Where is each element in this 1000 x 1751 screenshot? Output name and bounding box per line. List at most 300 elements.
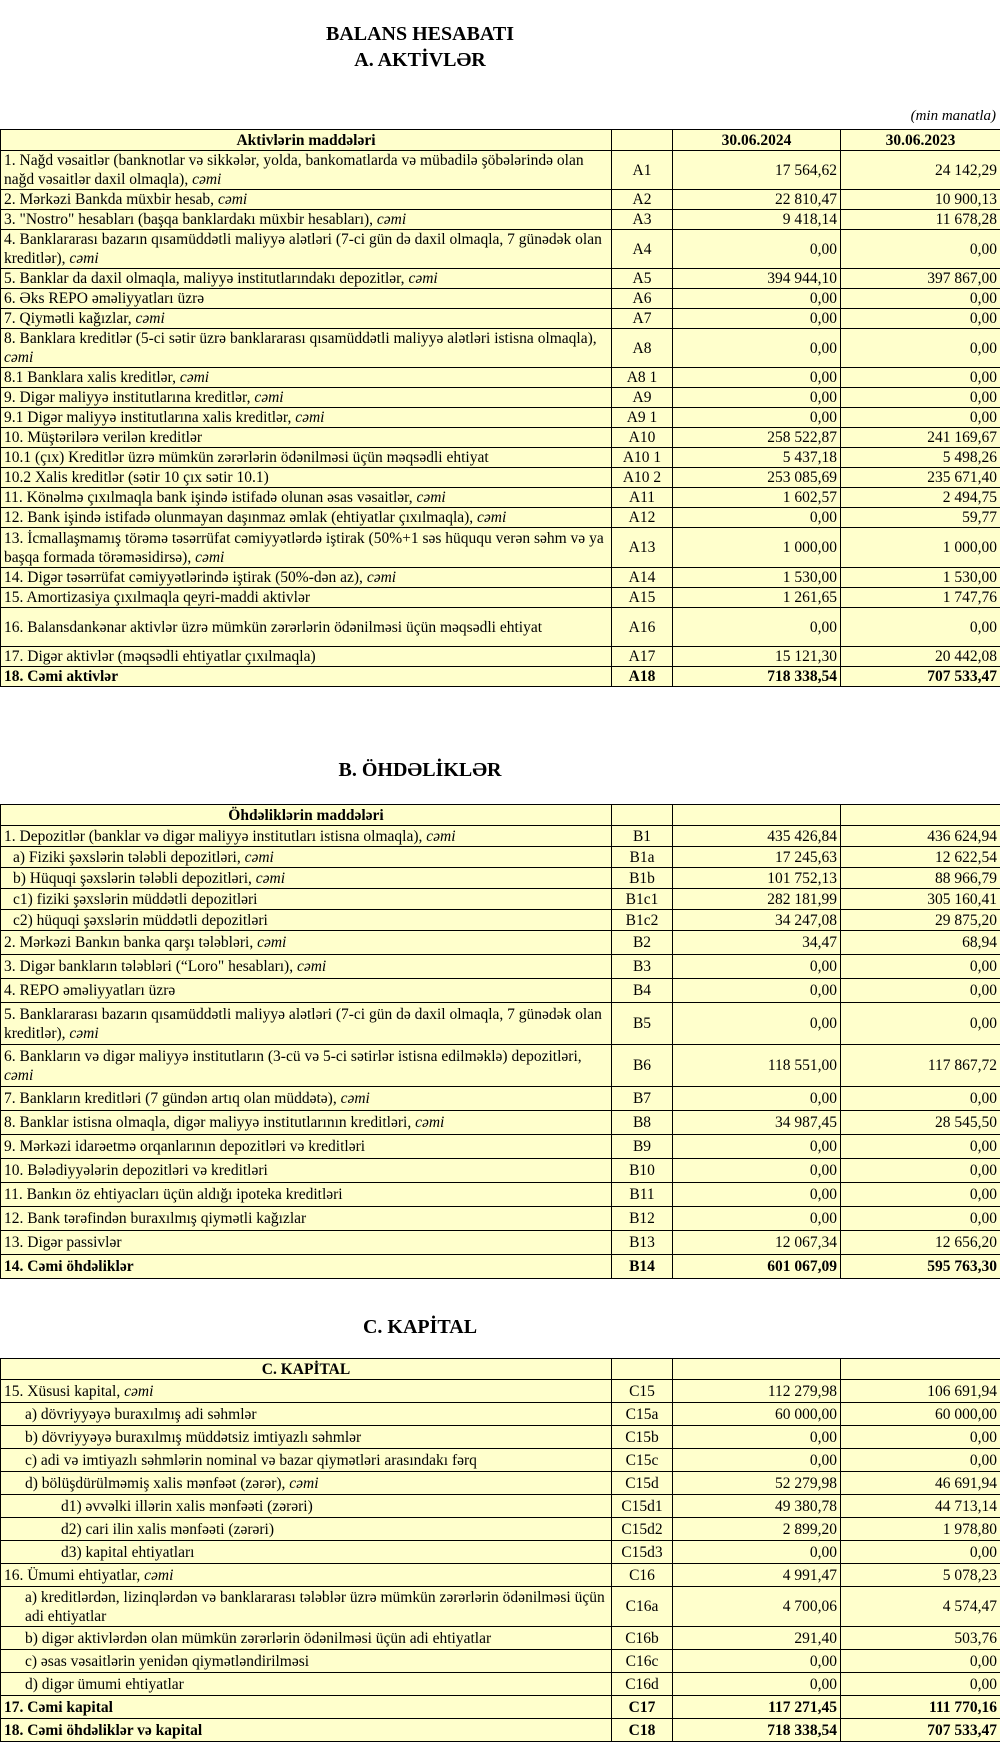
- row-code: A5: [612, 269, 673, 289]
- row-label: b) Hüquqi şəxslərin tələbli depozitləri,: [13, 869, 252, 887]
- row-label-cell: [1, 289, 612, 309]
- table-row: [1, 608, 1000, 647]
- row-label: d) digər ümumi ehtiyatlar: [25, 1675, 184, 1693]
- value-2023: 117 867,72: [841, 1045, 1000, 1087]
- row-code: C16b: [612, 1627, 673, 1650]
- row-label-cell: [1, 826, 612, 847]
- row-label: 7. Qiymətli kağızlar,: [4, 310, 132, 327]
- value-2023: 12 656,20: [841, 1231, 1000, 1255]
- column-header-item: Öhdəliklərin maddələri: [1, 805, 612, 826]
- value-2024: 112 279,98: [673, 1380, 841, 1403]
- row-label: c2) hüquqi şəxslərin müddətli depozitləri: [13, 911, 268, 929]
- column-header-item: Aktivlərin maddələri: [1, 130, 612, 151]
- row-code: B1a: [612, 847, 673, 868]
- row-code: C17: [612, 1696, 673, 1719]
- table-row: [1, 1426, 1000, 1449]
- value-2023: 0,00: [841, 1673, 1000, 1696]
- value-2023: 707 533,47: [841, 667, 1000, 687]
- table-row: [1, 1135, 1000, 1159]
- row-label-cell: [1, 1627, 612, 1650]
- row-label-cell: [1, 468, 612, 488]
- table-row: [1, 931, 1000, 955]
- value-2024: 52 279,98: [673, 1472, 841, 1495]
- row-code: B12: [612, 1207, 673, 1231]
- value-2023: 10 900,13: [841, 190, 1000, 210]
- value-2024: 118 551,00: [673, 1045, 841, 1087]
- value-2024: 0,00: [673, 1003, 841, 1045]
- table-row: [1, 910, 1000, 931]
- value-2024: 1 000,00: [673, 528, 841, 568]
- row-label: 4. Banklararası bazarın qısamüddətli maliyyə alətləri (7-ci gün də daxil olmaqla, 7 günədək olan kreditlər),: [4, 231, 602, 267]
- value-2023: 24 142,29: [841, 151, 1000, 190]
- row-label-cell: [1, 647, 612, 667]
- value-2023: 0,00: [841, 1183, 1000, 1207]
- table-row: [1, 408, 1000, 428]
- row-label-cell: [1, 269, 612, 289]
- row-label-cell: [1, 1673, 612, 1696]
- value-2024: 258 522,87: [673, 428, 841, 448]
- value-2023: 397 867,00: [841, 269, 1000, 289]
- row-code: A9: [612, 388, 673, 408]
- row-code: C15a: [612, 1403, 673, 1426]
- row-label-cell: [1, 1087, 612, 1111]
- row-code: B14: [612, 1255, 673, 1279]
- value-2024: 0,00: [673, 388, 841, 408]
- value-2023: 0,00: [841, 230, 1000, 269]
- value-2023: 235 671,40: [841, 468, 1000, 488]
- value-2023: 5 078,23: [841, 1564, 1000, 1587]
- row-label-cell: [1, 1183, 612, 1207]
- row-label: 5. Banklar da daxil olmaqla, maliyyə institutlarındakı depozitlər,: [4, 270, 405, 287]
- value-2024: 12 067,34: [673, 1231, 841, 1255]
- row-code: B1c2: [612, 910, 673, 931]
- row-label: a) dövriyyəyə buraxılmış adi səhmlər: [25, 1405, 257, 1423]
- value-2023: 4 574,47: [841, 1587, 1000, 1627]
- column-header-code: [612, 130, 673, 151]
- row-label-suffix: cəmi: [295, 409, 325, 426]
- row-label: 18. Cəmi öhdəliklər və kapital: [4, 1721, 203, 1739]
- row-code: A8: [612, 329, 673, 368]
- value-2023: 29 875,20: [841, 910, 1000, 931]
- row-label: 9. Digər maliyyə institutlarına kreditlər,: [4, 389, 251, 406]
- value-2024: 0,00: [673, 1449, 841, 1472]
- row-label: b) dövriyyəyə buraxılmış müddətsiz imtiyazlı səhmlər: [25, 1428, 362, 1446]
- column-header-date-2024: 30.06.2024: [673, 130, 841, 151]
- row-label-suffix: cəmi: [415, 1114, 445, 1131]
- row-label-cell: [1, 1255, 612, 1279]
- value-2024: 718 338,54: [673, 667, 841, 687]
- value-2023: 0,00: [841, 388, 1000, 408]
- row-label: 3. Digər bankların tələbləri (“Loro" hesabları),: [4, 958, 294, 975]
- row-code: B5: [612, 1003, 673, 1045]
- row-label-suffix: cəmi: [416, 489, 446, 506]
- value-2024: 5 437,18: [673, 448, 841, 468]
- row-label-cell: [1, 588, 612, 608]
- value-2023: 0,00: [841, 1159, 1000, 1183]
- column-header-date-2023: 30.06.2023: [841, 130, 1000, 151]
- value-2023: 1 978,80: [841, 1518, 1000, 1541]
- row-label-suffix: cəmi: [4, 349, 34, 366]
- row-label: 1. Depozitlər (banklar və digər maliyyə institutları istisna olmaqla),: [4, 827, 423, 845]
- row-label: 5. Banklararası bazarın qısamüddətli maliyyə alətləri (7-ci gün də daxil olmaqla, 7 günədək olan kreditlər),: [4, 1005, 602, 1042]
- table-row: [1, 1564, 1000, 1587]
- row-label: 17. Cəmi kapital: [4, 1698, 113, 1716]
- value-2024: 1 530,00: [673, 568, 841, 588]
- total-row: [1, 1719, 1000, 1742]
- row-label: 4. REPO əməliyyatları üzrə: [4, 982, 176, 999]
- row-code: A17: [612, 647, 673, 667]
- row-label-suffix: cəmi: [340, 1090, 370, 1107]
- row-label-cell: [1, 868, 612, 889]
- row-code: B8: [612, 1111, 673, 1135]
- row-label: 11. Bankın öz ehtiyacları üçün aldığı ipoteka kreditləri: [4, 1186, 343, 1203]
- table-row: [1, 210, 1000, 230]
- row-code: C15b: [612, 1426, 673, 1449]
- row-label-cell: [1, 979, 612, 1003]
- row-code: C15: [612, 1380, 673, 1403]
- value-2023: 11 678,28: [841, 210, 1000, 230]
- row-label: 8. Banklara kreditlər (5-ci sətir üzrə banklararası qısamüddətli maliyyə alətləri istisna olmaqla),: [4, 330, 597, 347]
- value-2024: 0,00: [673, 955, 841, 979]
- column-header-code: [612, 1359, 673, 1380]
- row-label-cell: [1, 847, 612, 868]
- row-label-cell: [1, 151, 612, 190]
- row-label-cell: [1, 508, 612, 528]
- value-2024: 0,00: [673, 979, 841, 1003]
- value-2024: 0,00: [673, 1207, 841, 1231]
- value-2023: 0,00: [841, 408, 1000, 428]
- row-label-cell: [1, 488, 612, 508]
- row-label: 15. Xüsusi kapital,: [4, 1382, 121, 1400]
- row-code: A18: [612, 667, 673, 687]
- table-row: [1, 329, 1000, 368]
- row-label: 9.1 Digər maliyyə institutlarına xalis kreditlər,: [4, 409, 292, 426]
- value-2023: 0,00: [841, 1449, 1000, 1472]
- liabilities-table: [0, 804, 1000, 1279]
- row-label: 11. Könəlmə çıxılmaqla bank işində istifadə olunan əsas vəsaitlər,: [4, 489, 413, 506]
- value-2023: 241 169,67: [841, 428, 1000, 448]
- column-header-date-2024: [673, 1359, 841, 1380]
- row-label-suffix: cəmi: [376, 211, 407, 228]
- row-code: A10 1: [612, 448, 673, 468]
- value-2024: 34,47: [673, 931, 841, 955]
- row-code: A1: [612, 151, 673, 190]
- row-label: 7. Bankların kreditləri (7 gündən artıq olan müddətə),: [4, 1090, 337, 1107]
- table-row: [1, 388, 1000, 408]
- row-label: 16. Balansdankənar aktivlər üzrə mümkün zərərlərin ödənilməsi üçün məqsədli ehtiyat: [4, 618, 543, 636]
- value-2024: 282 181,99: [673, 889, 841, 910]
- row-label-cell: [1, 1696, 612, 1719]
- value-2023: 60 000,00: [841, 1403, 1000, 1426]
- row-code: A2: [612, 190, 673, 210]
- row-label: 8.1 Banklara xalis kreditlər,: [4, 369, 176, 386]
- value-2023: 5 498,26: [841, 448, 1000, 468]
- row-label-suffix: cəmi: [195, 548, 225, 566]
- row-label-cell: [1, 889, 612, 910]
- table-row: [1, 647, 1000, 667]
- row-label: 13. İcmallaşmamış törəmə təsərrüfat cəmiyyətlərdə iştirak (50%+1 səs hüququ verən səhm və ya başqa formada törəməsidirsə),: [4, 529, 604, 566]
- row-label: c) adi və imtiyazlı səhmlərin nominal və bazar qiymətləri arasındakı fərq: [25, 1451, 477, 1469]
- value-2024: 0,00: [673, 368, 841, 388]
- value-2024: 101 752,13: [673, 868, 841, 889]
- row-code: C16c: [612, 1650, 673, 1673]
- column-header-date-2023: [841, 1359, 1000, 1380]
- value-2023: 0,00: [841, 1541, 1000, 1564]
- row-label-cell: [1, 1003, 612, 1045]
- row-label-suffix: cəmi: [257, 934, 287, 951]
- table-row: [1, 826, 1000, 847]
- value-2023: 436 624,94: [841, 826, 1000, 847]
- table-row: [1, 1518, 1000, 1541]
- row-code: A15: [612, 588, 673, 608]
- row-code: A11: [612, 488, 673, 508]
- value-2024: 0,00: [673, 230, 841, 269]
- row-label: c1) fiziki şəxslərin müddətli depozitləri: [13, 890, 258, 908]
- value-2024: 394 944,10: [673, 269, 841, 289]
- value-2024: 291,40: [673, 1627, 841, 1650]
- row-code: A14: [612, 568, 673, 588]
- row-label-suffix: cəmi: [477, 509, 507, 526]
- table-row: [1, 488, 1000, 508]
- value-2024: 17 245,63: [673, 847, 841, 868]
- row-code: B3: [612, 955, 673, 979]
- row-code: A9 1: [612, 408, 673, 428]
- row-label-suffix: cəmi: [192, 171, 222, 188]
- value-2023: 111 770,16: [841, 1696, 1000, 1719]
- row-label: d3) kapital ehtiyatları: [61, 1543, 195, 1561]
- table-row: [1, 868, 1000, 889]
- table-row: [1, 1380, 1000, 1403]
- row-label-cell: [1, 388, 612, 408]
- table-row: [1, 1673, 1000, 1696]
- row-code: B1b: [612, 868, 673, 889]
- row-label-suffix: cəmi: [4, 1066, 34, 1084]
- value-2023: 0,00: [841, 329, 1000, 368]
- value-2024: 0,00: [673, 289, 841, 309]
- row-label-cell: [1, 1564, 612, 1587]
- row-label-suffix: cəmi: [408, 270, 438, 287]
- row-code: A4: [612, 230, 673, 269]
- row-label: 9. Mərkəzi idarəetmə orqanlarının depozitləri və kreditləri: [4, 1138, 366, 1155]
- row-label-cell: [1, 368, 612, 388]
- table-row: [1, 230, 1000, 269]
- value-2024: 0,00: [673, 408, 841, 428]
- row-label-cell: [1, 1159, 612, 1183]
- row-label-suffix: cəmi: [124, 1382, 154, 1400]
- row-label-cell: [1, 1650, 612, 1673]
- row-label: 14. Digər təsərrüfat cəmiyyətlərində iştirak (50%-dən az),: [4, 569, 363, 586]
- unit-note: (min manatla): [910, 108, 996, 124]
- table-row: [1, 1650, 1000, 1673]
- value-2024: 117 271,45: [673, 1696, 841, 1719]
- value-2023: 0,00: [841, 1087, 1000, 1111]
- value-2023: 0,00: [841, 955, 1000, 979]
- value-2024: 9 418,14: [673, 210, 841, 230]
- value-2024: 0,00: [673, 309, 841, 329]
- table-row: [1, 1627, 1000, 1650]
- row-label-cell: [1, 1135, 612, 1159]
- table-row: [1, 568, 1000, 588]
- row-label-suffix: cəmi: [144, 1566, 174, 1584]
- row-label-suffix: cəmi: [255, 869, 286, 887]
- row-label: 17. Digər aktivlər (məqsədli ehtiyatlar çıxılmaqla): [4, 648, 316, 665]
- row-label: 2. Mərkəzi Bankın banka qarşı tələbləri,: [4, 934, 254, 951]
- row-label-suffix: cəmi: [244, 848, 274, 866]
- value-2024: 435 426,84: [673, 826, 841, 847]
- row-label: 10.2 Xalis kreditlər (sətir 10 çıx sətir 10.1): [4, 469, 269, 486]
- row-code: B10: [612, 1159, 673, 1183]
- row-code: B1: [612, 826, 673, 847]
- value-2024: 34 987,45: [673, 1111, 841, 1135]
- row-label-suffix: cəmi: [254, 389, 284, 406]
- row-label-cell: [1, 309, 612, 329]
- row-label-suffix: cəmi: [296, 958, 327, 975]
- value-2023: 0,00: [841, 979, 1000, 1003]
- row-code: C15c: [612, 1449, 673, 1472]
- row-code: B4: [612, 979, 673, 1003]
- table-row: [1, 309, 1000, 329]
- value-2024: 0,00: [673, 329, 841, 368]
- value-2023: 0,00: [841, 1207, 1000, 1231]
- table-row: [1, 151, 1000, 190]
- row-label-cell: [1, 1045, 612, 1087]
- table-row: [1, 190, 1000, 210]
- row-label: 8. Banklar istisna olmaqla, digər maliyyə institutlarının kreditləri,: [4, 1114, 412, 1131]
- value-2024: 0,00: [673, 1541, 841, 1564]
- row-code: C15d2: [612, 1518, 673, 1541]
- row-label-cell: [1, 608, 612, 647]
- value-2024: 17 564,62: [673, 151, 841, 190]
- row-code: A8 1: [612, 368, 673, 388]
- row-label-cell: [1, 1472, 612, 1495]
- value-2024: 601 067,09: [673, 1255, 841, 1279]
- column-header-date-2023: [841, 805, 1000, 826]
- table-row: [1, 1111, 1000, 1135]
- row-label-cell: [1, 329, 612, 368]
- value-2024: 253 085,69: [673, 468, 841, 488]
- table-row: [1, 1587, 1000, 1627]
- row-label-cell: [1, 910, 612, 931]
- value-2024: 0,00: [673, 1650, 841, 1673]
- row-label: 6. Əks REPO əməliyyatları üzrə: [4, 290, 205, 307]
- row-label-cell: [1, 230, 612, 269]
- row-label: 2. Mərkəzi Bankda müxbir hesab,: [4, 191, 215, 208]
- value-2024: 1 261,65: [673, 588, 841, 608]
- row-label: 6. Bankların və digər maliyyə institutların (3-cü və 5-ci sətirlər istisna edilməklə) depozitləri,: [4, 1047, 582, 1065]
- table-row: [1, 979, 1000, 1003]
- value-2023: 0,00: [841, 1650, 1000, 1673]
- row-code: B11: [612, 1183, 673, 1207]
- row-label-suffix: cəmi: [217, 191, 248, 208]
- total-row: [1, 667, 1000, 687]
- value-2024: 22 810,47: [673, 190, 841, 210]
- table-row: [1, 1159, 1000, 1183]
- row-label-cell: [1, 1449, 612, 1472]
- row-label-cell: [1, 1518, 612, 1541]
- value-2024: 2 899,20: [673, 1518, 841, 1541]
- value-2024: 4 700,06: [673, 1587, 841, 1627]
- row-label-cell: [1, 210, 612, 230]
- row-label: 10.1 (çıx) Kreditlər üzrə mümkün zərərlərin ödənilməsi üçün məqsədli ehtiyat: [4, 449, 489, 466]
- value-2023: 707 533,47: [841, 1719, 1000, 1742]
- capital-table: [0, 1358, 1000, 1742]
- row-code: A10: [612, 428, 673, 448]
- row-code: C16a: [612, 1587, 673, 1627]
- value-2023: 0,00: [841, 368, 1000, 388]
- value-2023: 1 747,76: [841, 588, 1000, 608]
- table-row: [1, 847, 1000, 868]
- table-row: [1, 1207, 1000, 1231]
- row-label-suffix: cəmi: [69, 250, 99, 267]
- row-label: 14. Cəmi öhdəliklər: [4, 1258, 134, 1275]
- table-row: [1, 289, 1000, 309]
- value-2024: 0,00: [673, 1673, 841, 1696]
- row-code: B1c1: [612, 889, 673, 910]
- row-code: B13: [612, 1231, 673, 1255]
- row-label: d2) cari ilin xalis mənfəəti (zərəri): [61, 1520, 275, 1538]
- assets-table: [0, 129, 1000, 687]
- row-label-cell: [1, 955, 612, 979]
- value-2023: 0,00: [841, 608, 1000, 647]
- row-label: d1) əvvəlki illərin xalis mənfəəti (zərəri): [61, 1497, 313, 1515]
- value-2023: 12 622,54: [841, 847, 1000, 868]
- row-code: C18: [612, 1719, 673, 1742]
- row-label-cell: [1, 408, 612, 428]
- value-2023: 20 442,08: [841, 647, 1000, 667]
- value-2023: 1 000,00: [841, 528, 1000, 568]
- table-row: [1, 1495, 1000, 1518]
- value-2023: 0,00: [841, 1426, 1000, 1449]
- row-code: B9: [612, 1135, 673, 1159]
- row-code: A3: [612, 210, 673, 230]
- row-label-suffix: cəmi: [289, 1474, 319, 1492]
- row-label-cell: [1, 1403, 612, 1426]
- row-code: B6: [612, 1045, 673, 1087]
- row-code: C15d1: [612, 1495, 673, 1518]
- table-row: [1, 889, 1000, 910]
- table-row: [1, 1231, 1000, 1255]
- value-2023: 88 966,79: [841, 868, 1000, 889]
- value-2023: 1 530,00: [841, 568, 1000, 588]
- row-label: 10. Müştərilərə verilən kreditlər: [4, 429, 202, 446]
- row-code: C15d: [612, 1472, 673, 1495]
- row-label: 15. Amortizasiya çıxılmaqla qeyri-maddi aktivlər: [4, 589, 311, 606]
- row-label-cell: [1, 1495, 612, 1518]
- row-code: C16d: [612, 1673, 673, 1696]
- table-row: [1, 1003, 1000, 1045]
- row-label: c) əsas vəsaitlərin yenidən qiymətləndirilməsi: [25, 1652, 310, 1670]
- row-label: 12. Bank işində istifadə olunmayan daşınmaz əmlak (ehtiyatlar çıxılmaqla),: [4, 509, 474, 526]
- table-row: [1, 1403, 1000, 1426]
- row-label: 3. "Nostro" hesabları (başqa banklardakı müxbir hesabları),: [4, 211, 374, 228]
- value-2024: 0,00: [673, 1426, 841, 1449]
- row-code: B2: [612, 931, 673, 955]
- row-label-cell: [1, 1541, 612, 1564]
- row-label: 16. Ümumi ehtiyatlar,: [4, 1566, 141, 1584]
- row-label-cell: [1, 428, 612, 448]
- section-a-heading: A. AKTİVLƏR: [354, 49, 486, 71]
- value-2023: 305 160,41: [841, 889, 1000, 910]
- value-2024: 60 000,00: [673, 1403, 841, 1426]
- table-row: [1, 1449, 1000, 1472]
- row-label-cell: [1, 448, 612, 468]
- value-2023: 46 691,94: [841, 1472, 1000, 1495]
- report-title: BALANS HESABATI: [325, 23, 515, 45]
- section-b-heading: B. ÖHDƏLİKLƏR: [338, 759, 502, 781]
- row-code: A12: [612, 508, 673, 528]
- row-label-suffix: cəmi: [69, 1024, 99, 1042]
- total-row: [1, 1696, 1000, 1719]
